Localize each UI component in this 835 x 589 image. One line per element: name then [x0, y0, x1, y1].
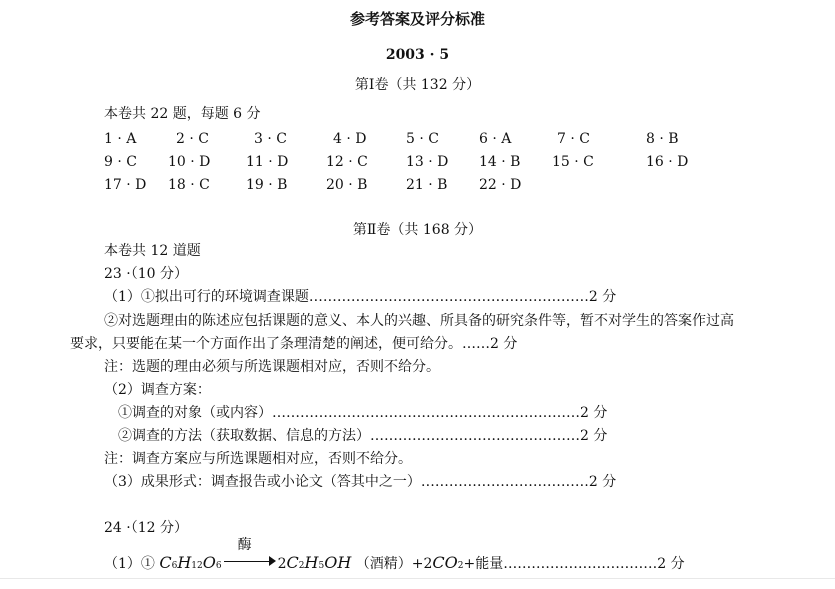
formula-energy: 能量 [475, 556, 504, 572]
catalyst-label: 酶 [237, 537, 252, 553]
formula-product1-c: C [286, 553, 299, 572]
reaction-arrow [224, 537, 276, 568]
formula-product1-h: H [304, 553, 319, 572]
section2-heading: 第Ⅱ卷（共 168 分） [352, 222, 483, 238]
doc-date: 2003 · 5 [385, 47, 450, 63]
formula-product2-o-sub: 2 [457, 561, 464, 571]
q23-part1: （1）①拟出可行的环境调查课题……………………………………………………2 分 [104, 289, 617, 305]
formula-reactant-o-sub: 6 [215, 561, 222, 571]
answer-item: 19 · B [246, 177, 288, 193]
q23-part3b: ②调查的方法（获取数据、信息的方法）………………………………………2 分 [118, 428, 608, 444]
answer-item: 11 · D [246, 154, 289, 170]
q23-note1: 注：选题的理由必须与所选课题相对应，否则不给分。 [104, 359, 440, 375]
answer-item: 5 · C [406, 131, 439, 147]
answer-item: 12 · C [326, 154, 368, 170]
answer-item: 18 · C [168, 177, 210, 193]
formula-product1-oh: OH [324, 553, 352, 572]
arrow-head-icon [269, 556, 276, 566]
q24-formula [104, 537, 685, 575]
q23-note2: 注：调查方案应与所选课题相对应，否则不给分。 [104, 451, 412, 467]
q23-part2-line2: 要求，只要能在某一个方面作出了条理清楚的阐述，便可给分。……2 分 [70, 336, 518, 352]
answer-item: 20 · B [326, 177, 368, 193]
formula-reactant-h: H [177, 553, 192, 572]
answer-item: 7 · C [557, 131, 590, 147]
answer-item: 9 · C [104, 154, 137, 170]
formula-reactant-o: O [202, 553, 216, 572]
answer-item: 15 · C [552, 154, 594, 170]
q24-title: 24 ·（12 分） [104, 520, 188, 536]
answer-item: 22 · D [479, 177, 522, 193]
section1-heading: 第Ⅰ卷（共 132 分） [354, 77, 481, 93]
q23-title: 23 ·（10 分） [104, 266, 188, 282]
formula-product1-c-sub: 2 [298, 561, 305, 571]
formula-plus: + [463, 556, 476, 572]
answer-item: 1 · A [104, 131, 137, 147]
answer-item: 2 · C [176, 131, 209, 147]
formula-prefix: （1）① [104, 556, 160, 572]
q23-part2-line1: ②对选题理由的陈述应包括课题的意义、本人的兴趣、所具备的研究条件等，暂不对学生的答案作过高 [104, 313, 734, 329]
answer-item: 3 · C [254, 131, 287, 147]
arrow-shaft [224, 561, 270, 562]
answer-item: 8 · B [646, 131, 679, 147]
answer-item: 10 · D [168, 154, 211, 170]
section1-intro: 本卷共 22 题，每题 6 分 [104, 106, 261, 122]
page-bottom-divider [0, 578, 835, 579]
doc-title: 参考答案及评分标准 [349, 10, 485, 28]
answer-item: 17 · D [104, 177, 147, 193]
formula-product1-h-sub: 5 [318, 561, 325, 571]
formula-plus: + [411, 556, 424, 572]
answer-item: 14 · B [479, 154, 521, 170]
q23-part3a: ①调查的对象（或内容）…………………………………………………………2 分 [118, 405, 608, 421]
formula-score: ……………………………2 分 [503, 556, 685, 572]
answer-item: 6 · A [479, 131, 512, 147]
answer-item: 16 · D [646, 154, 689, 170]
answer-item: 13 · D [406, 154, 449, 170]
product2-coefficient: 2 [423, 556, 433, 572]
product1-note: （酒精） [355, 556, 412, 572]
formula-product2-co: CO [432, 553, 458, 572]
formula-reactant-c: C [159, 553, 172, 572]
q23-part3: （2）调查方案： [104, 382, 211, 398]
q23-part4: （3）成果形式：调查报告或小论文（答其中之一）………………………………2 分 [104, 474, 617, 490]
answer-item: 4 · D [333, 131, 367, 147]
section2-intro: 本卷共 12 道题 [104, 243, 201, 259]
answer-item: 21 · B [406, 177, 448, 193]
product1-coefficient: 2 [277, 556, 287, 572]
formula-reactant-h-sub: 12 [191, 561, 203, 571]
formula-reactant-c-sub: 6 [171, 561, 178, 571]
